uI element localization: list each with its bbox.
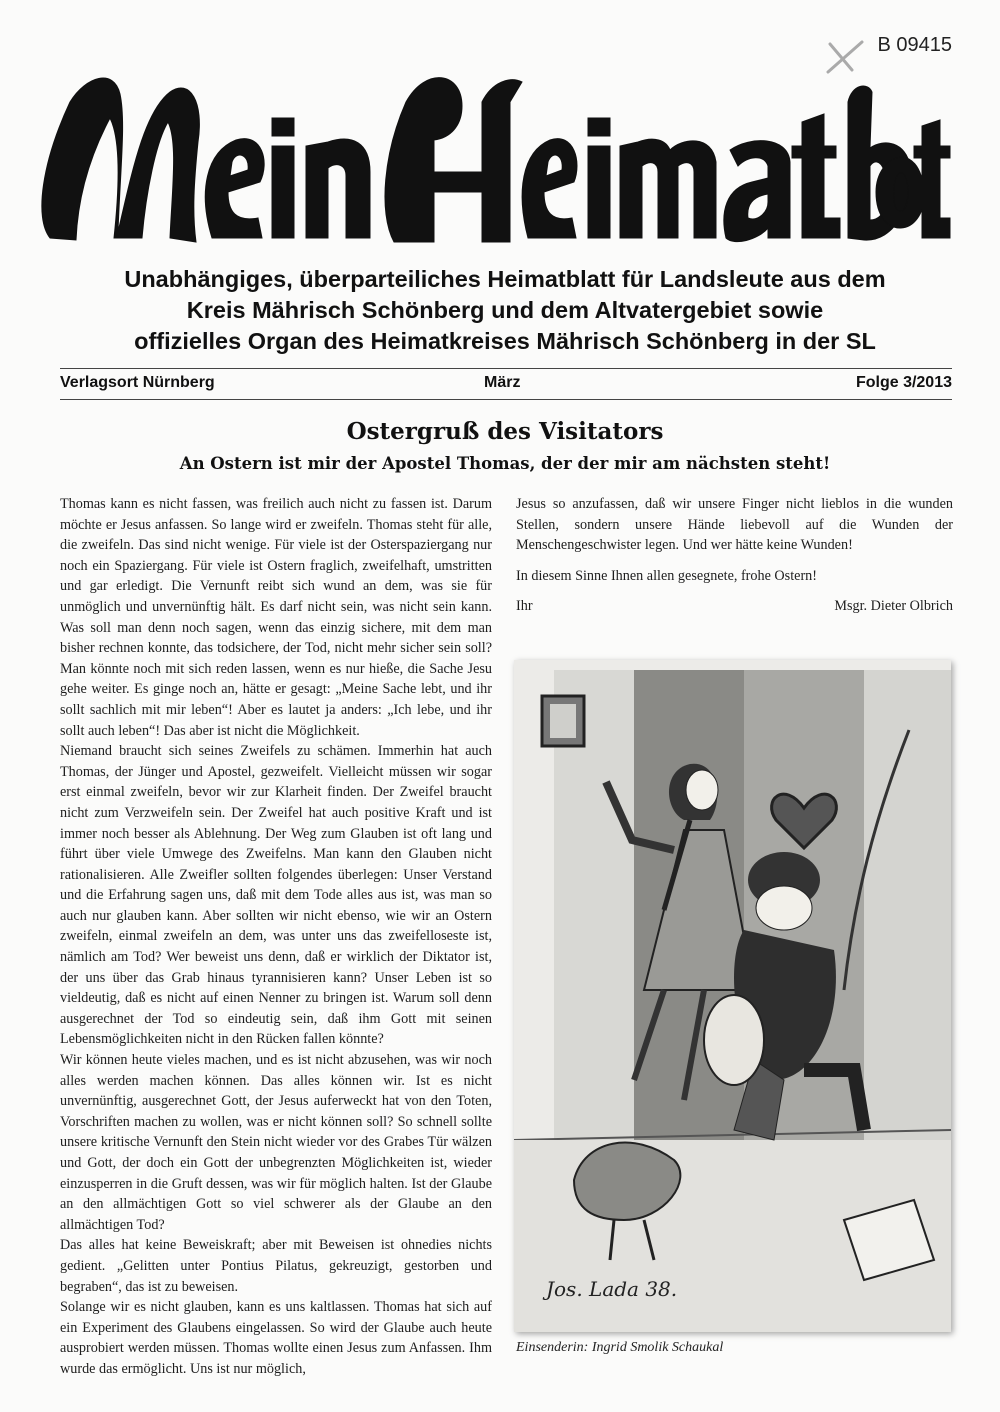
subtitle-block [40,264,970,357]
artist-signature: Jos. Lada 38. [546,1277,678,1301]
article-title: Ostergruß des Visitators [346,418,664,445]
paragraph: In diesem Sinne Ihnen allen gesegnete, frohe Ostern! [516,567,817,584]
subtitle-line: Kreis Mährisch Schönberg und dem Altvatergebiet sowie [186,297,824,323]
signature-greeting: Ihr [516,598,533,615]
paragraph: Solange wir es nicht glauben, kann es uns kaltlassen. Thomas hat sich auf ein Experiment des Glaubens eingelassen. So wird der Glaube auch heute ausprobiert werden müssen. Thomas wollte einen Jesus zum Anfassen. Ihm wurde das ermöglicht. Uns ist nur möglich, [60,1299,492,1377]
publication-place: Verlagsort Nürnberg [60,374,215,391]
paragraph: Wir können heute vieles machen, und es ist nicht abzusehen, was wir noch alles werden machen können. Das alles können wir. Ist es nicht unvernünftig, ausgerechnet Gott, der Jesus auferweckt hat von den Toten, Vorschriften machen zu wollen, was er nicht können soll? So schnell sollte unsere kritische Vernunft den Stein nicht wieder vor des Grabes Tür wälzen und Gott, der doch ein Gott der unbegrenzten Möglichkeiten ist, wieder einzusperren in die Gruft dessen, was wir für möglich halten. Ist der Glaube an den allmächtigen Gott so viel schwerer als der Glaube an den allmächtigen Tod? [60,1052,492,1233]
issue-number: Folge 3/2013 [855,374,952,391]
paragraph: Jesus so anzufassen, daß wir unsere Finger nicht lieblos in die wunden Stellen, sondern unsere Hände liebevoll auf die Wunden der Menschengeschwister legen. Und wer hätte keine Wunden! [516,496,953,554]
illustration-caption: Einsenderin: Ingrid Smolik Schaukal [516,1340,724,1355]
signature-line [516,596,953,617]
subtitle-line: offizielles Organ des Heimatkreises Mährisch Schönberg in der SL [134,328,876,354]
illustration-drawing [514,660,951,1332]
code-number: B 09415 [877,34,952,56]
paragraph: Das alles hat keine Beweiskraft; aber mit Beweisen ist ohnedies nichts gedient. „Gelitten unter Pontius Pilatus, gekreuzigt, gestorben und begraben“, das ist zu beweisen. [60,1237,492,1295]
article-left-column [60,494,492,1377]
signature-author: Msgr. Dieter Olbrich [834,598,953,615]
issue-month: März [484,374,521,391]
masthead-logo [22,42,952,262]
article-subtitle: An Ostern ist mir der Apostel Thomas, der der mir am nächsten steht! [179,454,831,473]
paragraph: Niemand braucht sich seines Zweifels zu schämen. Immerhin hat auch Thomas, der Jünger und Apostel, gezweifelt. Vielleicht müssen wir sogar erst einmal zweifeln, bevor wir zur Klarheit finden. Der Zweifel braucht nicht zum Verzweifeln sein. Der Zweifel hat auch positive Kraft und ist immer noch besser als Ablehnung. Der Weg zum Glauben ist oft lang und führt über viele Umwege des Zweifelns. Man kann den Glauben nicht rationalisieren. Alle Zweifler sollten folgendes überlegen: Unser Verstand und die Erfahrung sagen uns, daß mit dem Tode alles aus ist, was man so auch nur glauben kann. Aber sollten wir nicht ebenso, wie wir an Ostern zweifeln, einmal zweifeln an dem, was unter uns das zweifelloseste ist, nämlich am Tod? Wer beweist uns denn, daß er wirklich der Diktator ist, der uns über das Grab hinaus tyrannisieren kann? Unser Leben ist so vieldeutig, daß es nicht auf einen Nenner zu bringen ist. Warum soll denn ausgerechnet der Tod so eindeutig sein, daß ihm Gott mit seinen Lebensmöglichkeiten nicht in den Rücken fallen könnte? [60,743,492,1048]
subtitle-line: Unabhängiges, überparteiliches Heimatblatt für Landsleute aus dem [124,266,886,292]
paragraph: Thomas kann es nicht fassen, was freilich auch nicht zu fassen ist. Darum möchte er Jesus anfassen. So lange wird er zweifeln. Thomas steht für alle, die zweifeln. Das sind nicht wenige. Für viele ist der Osterspaziergang nur noch ein Spaziergang. Für viele ist Ostern fraglich, zweifelhaft, umstritten und gar erledigt. Die Vernunft reibt sich wund an dem, was sie für unmöglich und unvernünftig hält. Es darf nicht sein, was nicht sein kann. Was soll man denn noch sagen, wenn das einzig sichere, mit dem man bisher rechnen konnte, das todsichere, der Tod, nicht mehr sicher sein soll? Man könnte noch mit sich reden lassen, wenn es nur hieße, die Sache Jesu gehe weiter. Es ginge noch an, hätte er gesagt: „Meine Sache lebt, und ihr sollt sachlich mit mir leben“! Aber es lautet ja anders: „Ich lebe, und ihr sollt auch leben“! Das aber ist nicht die Möglichkeit. [60,496,492,739]
easter-illustration [514,660,951,1332]
issue-info-bar [60,368,952,400]
article-right-column [516,494,953,617]
